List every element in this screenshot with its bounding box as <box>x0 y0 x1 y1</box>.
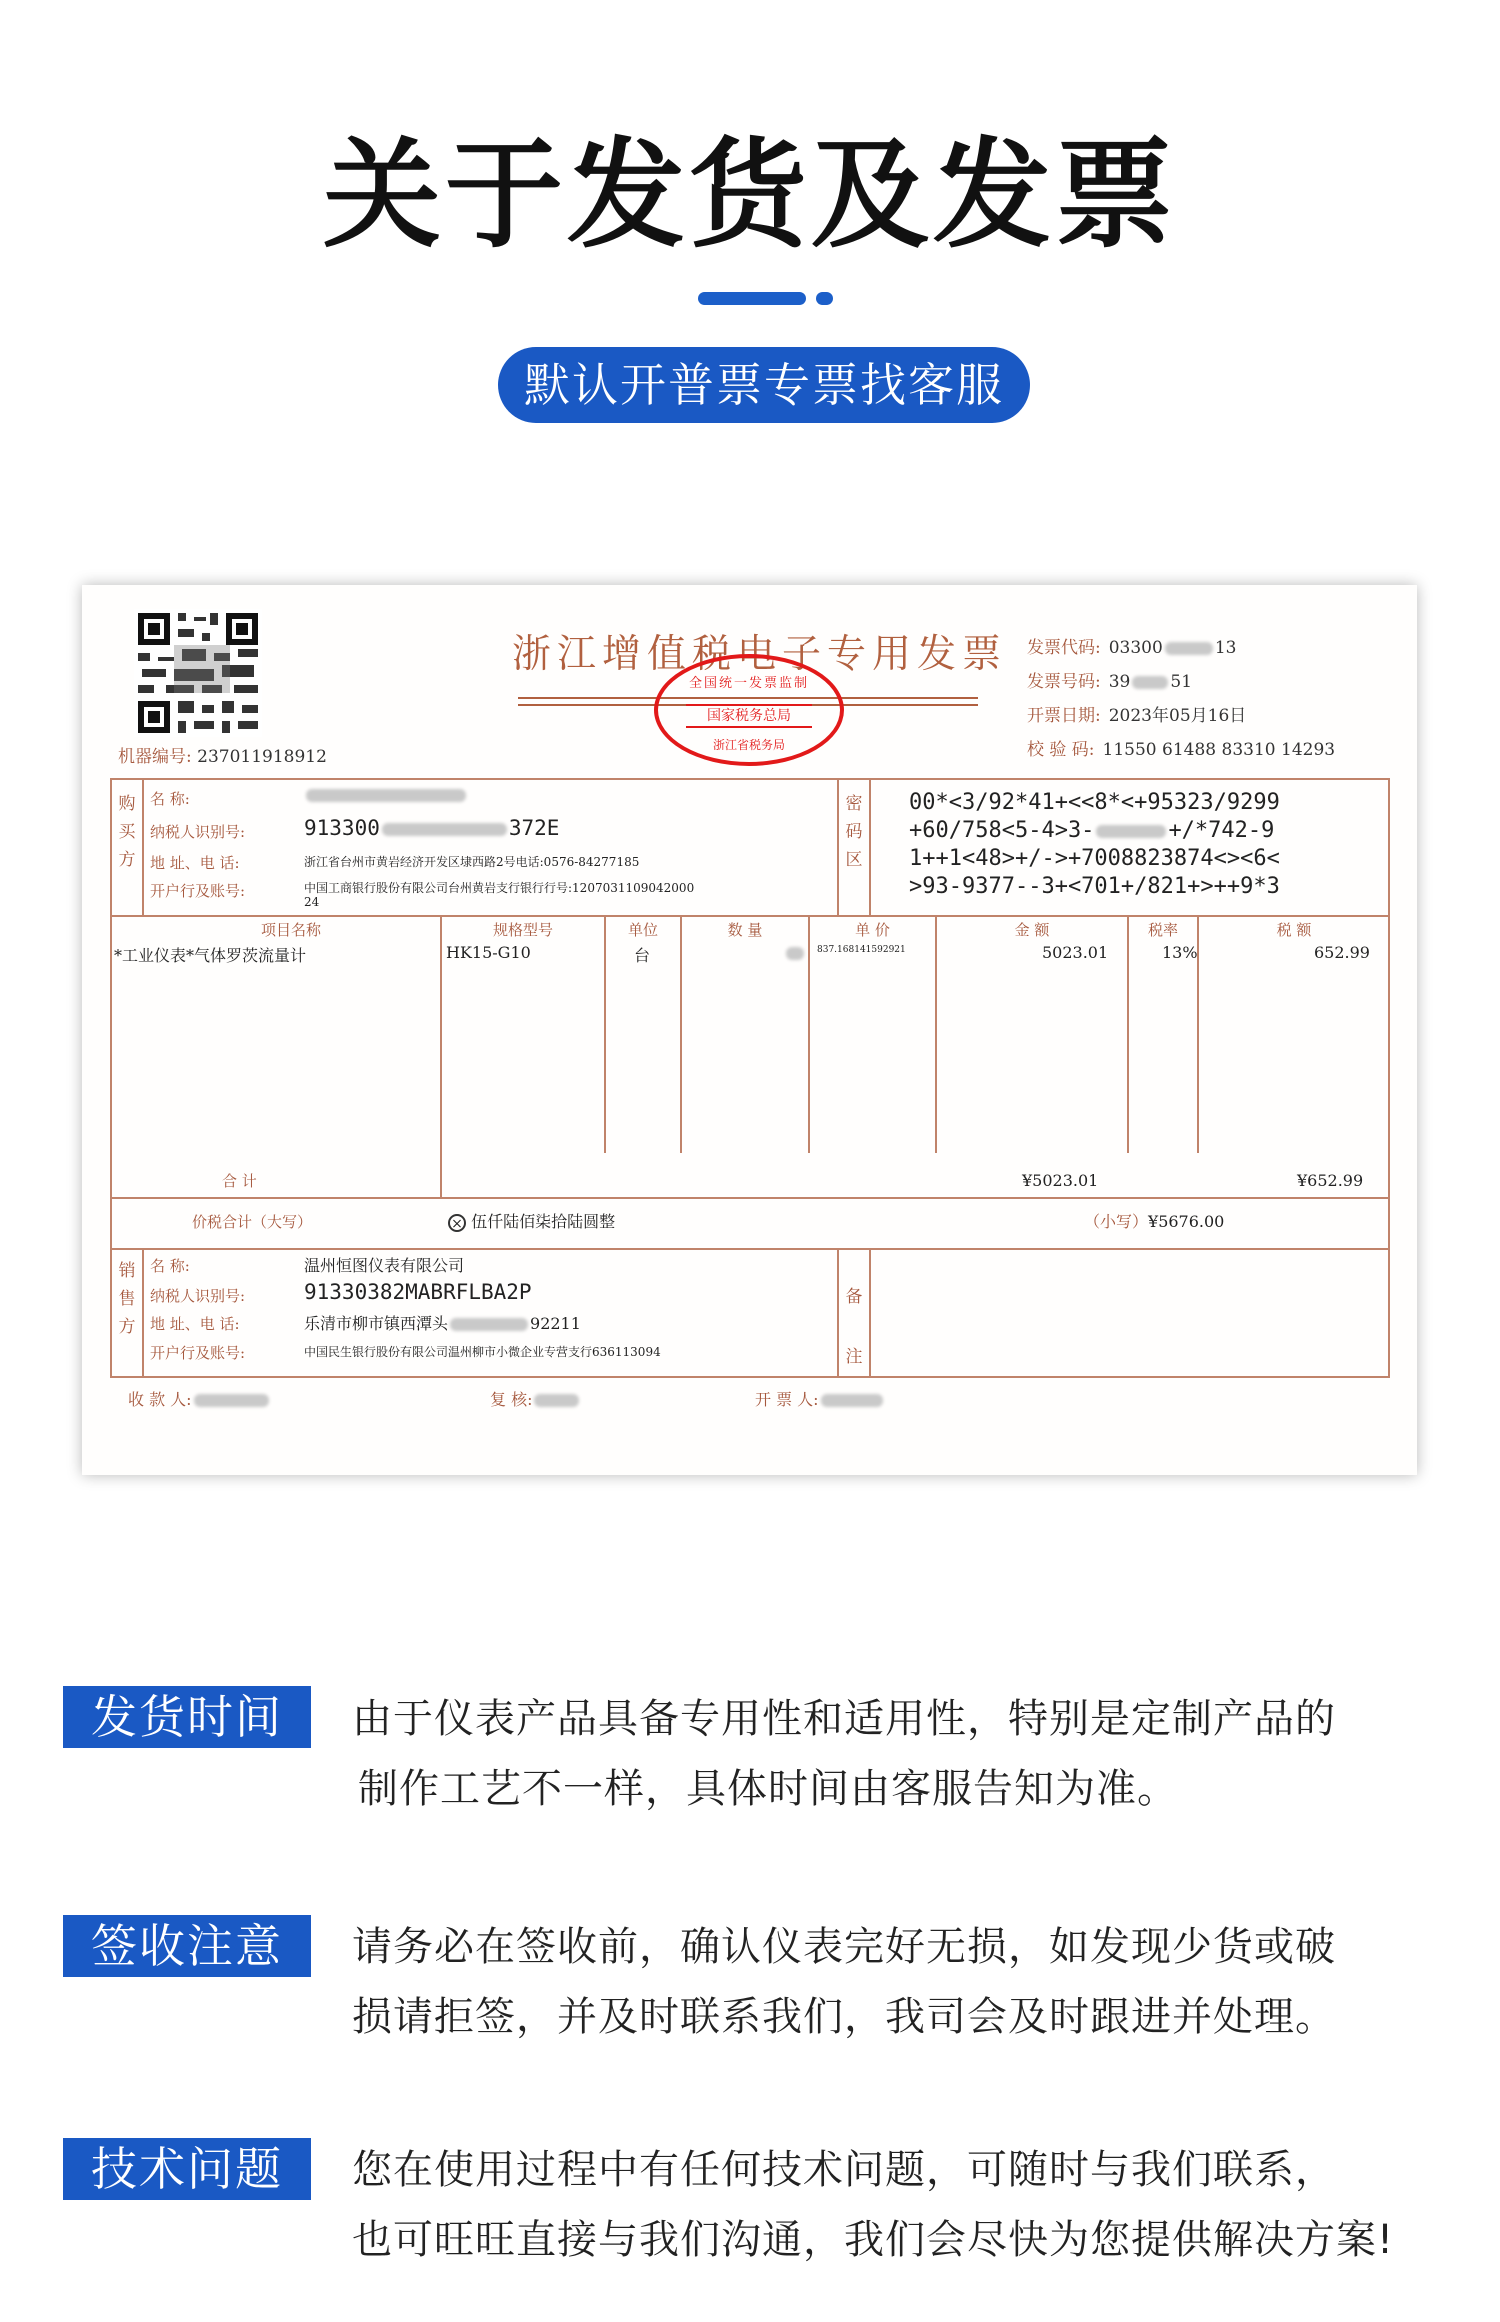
reviewer-label: 复 核: <box>490 1387 581 1410</box>
remark-side-label: 备 注 <box>845 1287 863 1367</box>
shipping-time-tag: 发货时间 <box>63 1686 311 1748</box>
col-unit: 单位 <box>627 921 658 939</box>
title-underline <box>698 292 806 305</box>
line-item-qty <box>784 943 806 962</box>
tax-seal-stamp: 全国统一发票监制 国家税务总局 浙江省税务局 <box>654 654 844 766</box>
buyer-address: 浙江省台州市黄岩经济开发区埭西路2号电话:0576-84277185 <box>304 855 640 869</box>
buyer-bank-label: 开户行及账号: <box>150 882 246 900</box>
subtotal-label: 合 计 <box>222 1172 257 1190</box>
line-item-spec: HK15-G10 <box>446 943 531 962</box>
invoice-number: 发票号码: 39 51 <box>1027 672 1193 692</box>
buyer-name-label: 名 称: <box>150 790 190 808</box>
line-item-unit: 台 <box>634 946 651 965</box>
machine-number: 机器编号: 237011918912 <box>118 747 327 767</box>
buyer-side-label: 购 买 方 <box>118 794 136 870</box>
cipher-area: 00*<3/92*41+<<8*<+95323/9299 +60/758<5-4>3- +/*742-9 1++1<48>+/->+7008823874<><6< >93-9377--3+<701+/821+>++9*3 <box>909 790 1280 899</box>
payee-label: 收 款 人: <box>128 1387 271 1410</box>
invoice-date: 开票日期: 2023年05月16日 <box>1027 706 1247 726</box>
tech-support-text: 您在使用过程中有任何技术问题，可随时与我们联系， 也可旺旺直接与我们沟通，我们会尽快为您提供解决方案! <box>352 2147 1395 2263</box>
invoice-image <box>82 585 1417 1475</box>
seller-address: 乐清市柳市镇西潭头 92211 <box>304 1314 581 1333</box>
seller-tax-id: 91330382MABRFLBA2P <box>304 1280 532 1304</box>
col-item: 项目名称 <box>260 921 321 939</box>
buyer-name <box>304 785 468 805</box>
line-item-name: *工业仪表*气体罗茨流量计 <box>114 946 307 965</box>
receipt-notice-tag: 签收注意 <box>63 1915 311 1977</box>
invoice-title: 浙江增值税电子专用发票 <box>512 632 1008 677</box>
line-item-amount: 5023.01 <box>1042 943 1109 962</box>
seller-bank: 中国民生银行股份有限公司温州柳市小微企业专营支行636113094 <box>304 1345 661 1359</box>
seller-side-label: 销 售 方 <box>118 1261 136 1337</box>
col-spec: 规格型号 <box>492 921 553 939</box>
subtotal-amount: ¥5023.01 <box>1022 1171 1099 1190</box>
buyer-tax-label: 纳税人识别号: <box>150 823 246 841</box>
title-underline-dot <box>816 292 833 305</box>
col-amount: 金 额 <box>1014 921 1050 939</box>
check-code: 校 验 码: 11550 61488 83310 14293 <box>1027 740 1336 760</box>
col-qty: 数 量 <box>727 921 763 939</box>
cross-circle-icon: × <box>448 1214 466 1232</box>
receipt-notice-text: 请务必在签收前，确认仪表完好无损，如发现少货或破 损请拒签，并及时联系我们，我司会及时跟进并处理。 <box>352 1924 1336 2040</box>
seller-address-label: 地 址、电 话: <box>150 1315 240 1333</box>
page-title: 关于发货及发票 <box>322 126 1177 264</box>
total-words: × 伍仟陆佰柒拾陆圆整 <box>448 1209 615 1232</box>
line-item-rate: 13% <box>1162 943 1198 962</box>
seller-name-label: 名 称: <box>150 1257 190 1275</box>
qr-code-icon <box>134 609 262 737</box>
line-item-tax: 652.99 <box>1314 943 1370 962</box>
buyer-bank-tail: 24 <box>304 895 320 909</box>
line-item-price: 837.168141592921 <box>817 945 906 955</box>
total-small: （小写）¥5676.00 <box>1084 1212 1225 1231</box>
drawer-label: 开 票 人: <box>755 1387 885 1410</box>
buyer-address-label: 地 址、电 话: <box>150 854 240 872</box>
col-tax: 税 额 <box>1276 921 1312 939</box>
seller-name: 温州恒图仪表有限公司 <box>304 1256 465 1275</box>
cipher-side-label: 密 码 区 <box>845 794 863 870</box>
subtotal-tax: ¥652.99 <box>1297 1171 1364 1190</box>
invoice-code: 发票代码: 03300 13 <box>1027 638 1237 658</box>
total-words-label: 价税合计（大写） <box>192 1213 313 1231</box>
col-price: 单 价 <box>855 921 890 939</box>
buyer-tax-id: 913300 372E <box>304 816 560 840</box>
seller-bank-label: 开户行及账号: <box>150 1344 246 1362</box>
shipping-time-text: 由于仪表产品具备专用性和适用性，特别是定制产品的 制作工艺不一样，具体时间由客服告知为准。 <box>352 1696 1336 1812</box>
buyer-bank: 中国工商银行股份有限公司台州黄岩支行银行行号:1207031109042000 <box>304 881 695 895</box>
subtitle-badge: 默认开普票专票找客服 <box>498 347 1030 423</box>
col-rate: 税率 <box>1147 921 1178 939</box>
seller-tax-label: 纳税人识别号: <box>150 1287 246 1305</box>
tech-support-tag: 技术问题 <box>63 2138 311 2200</box>
